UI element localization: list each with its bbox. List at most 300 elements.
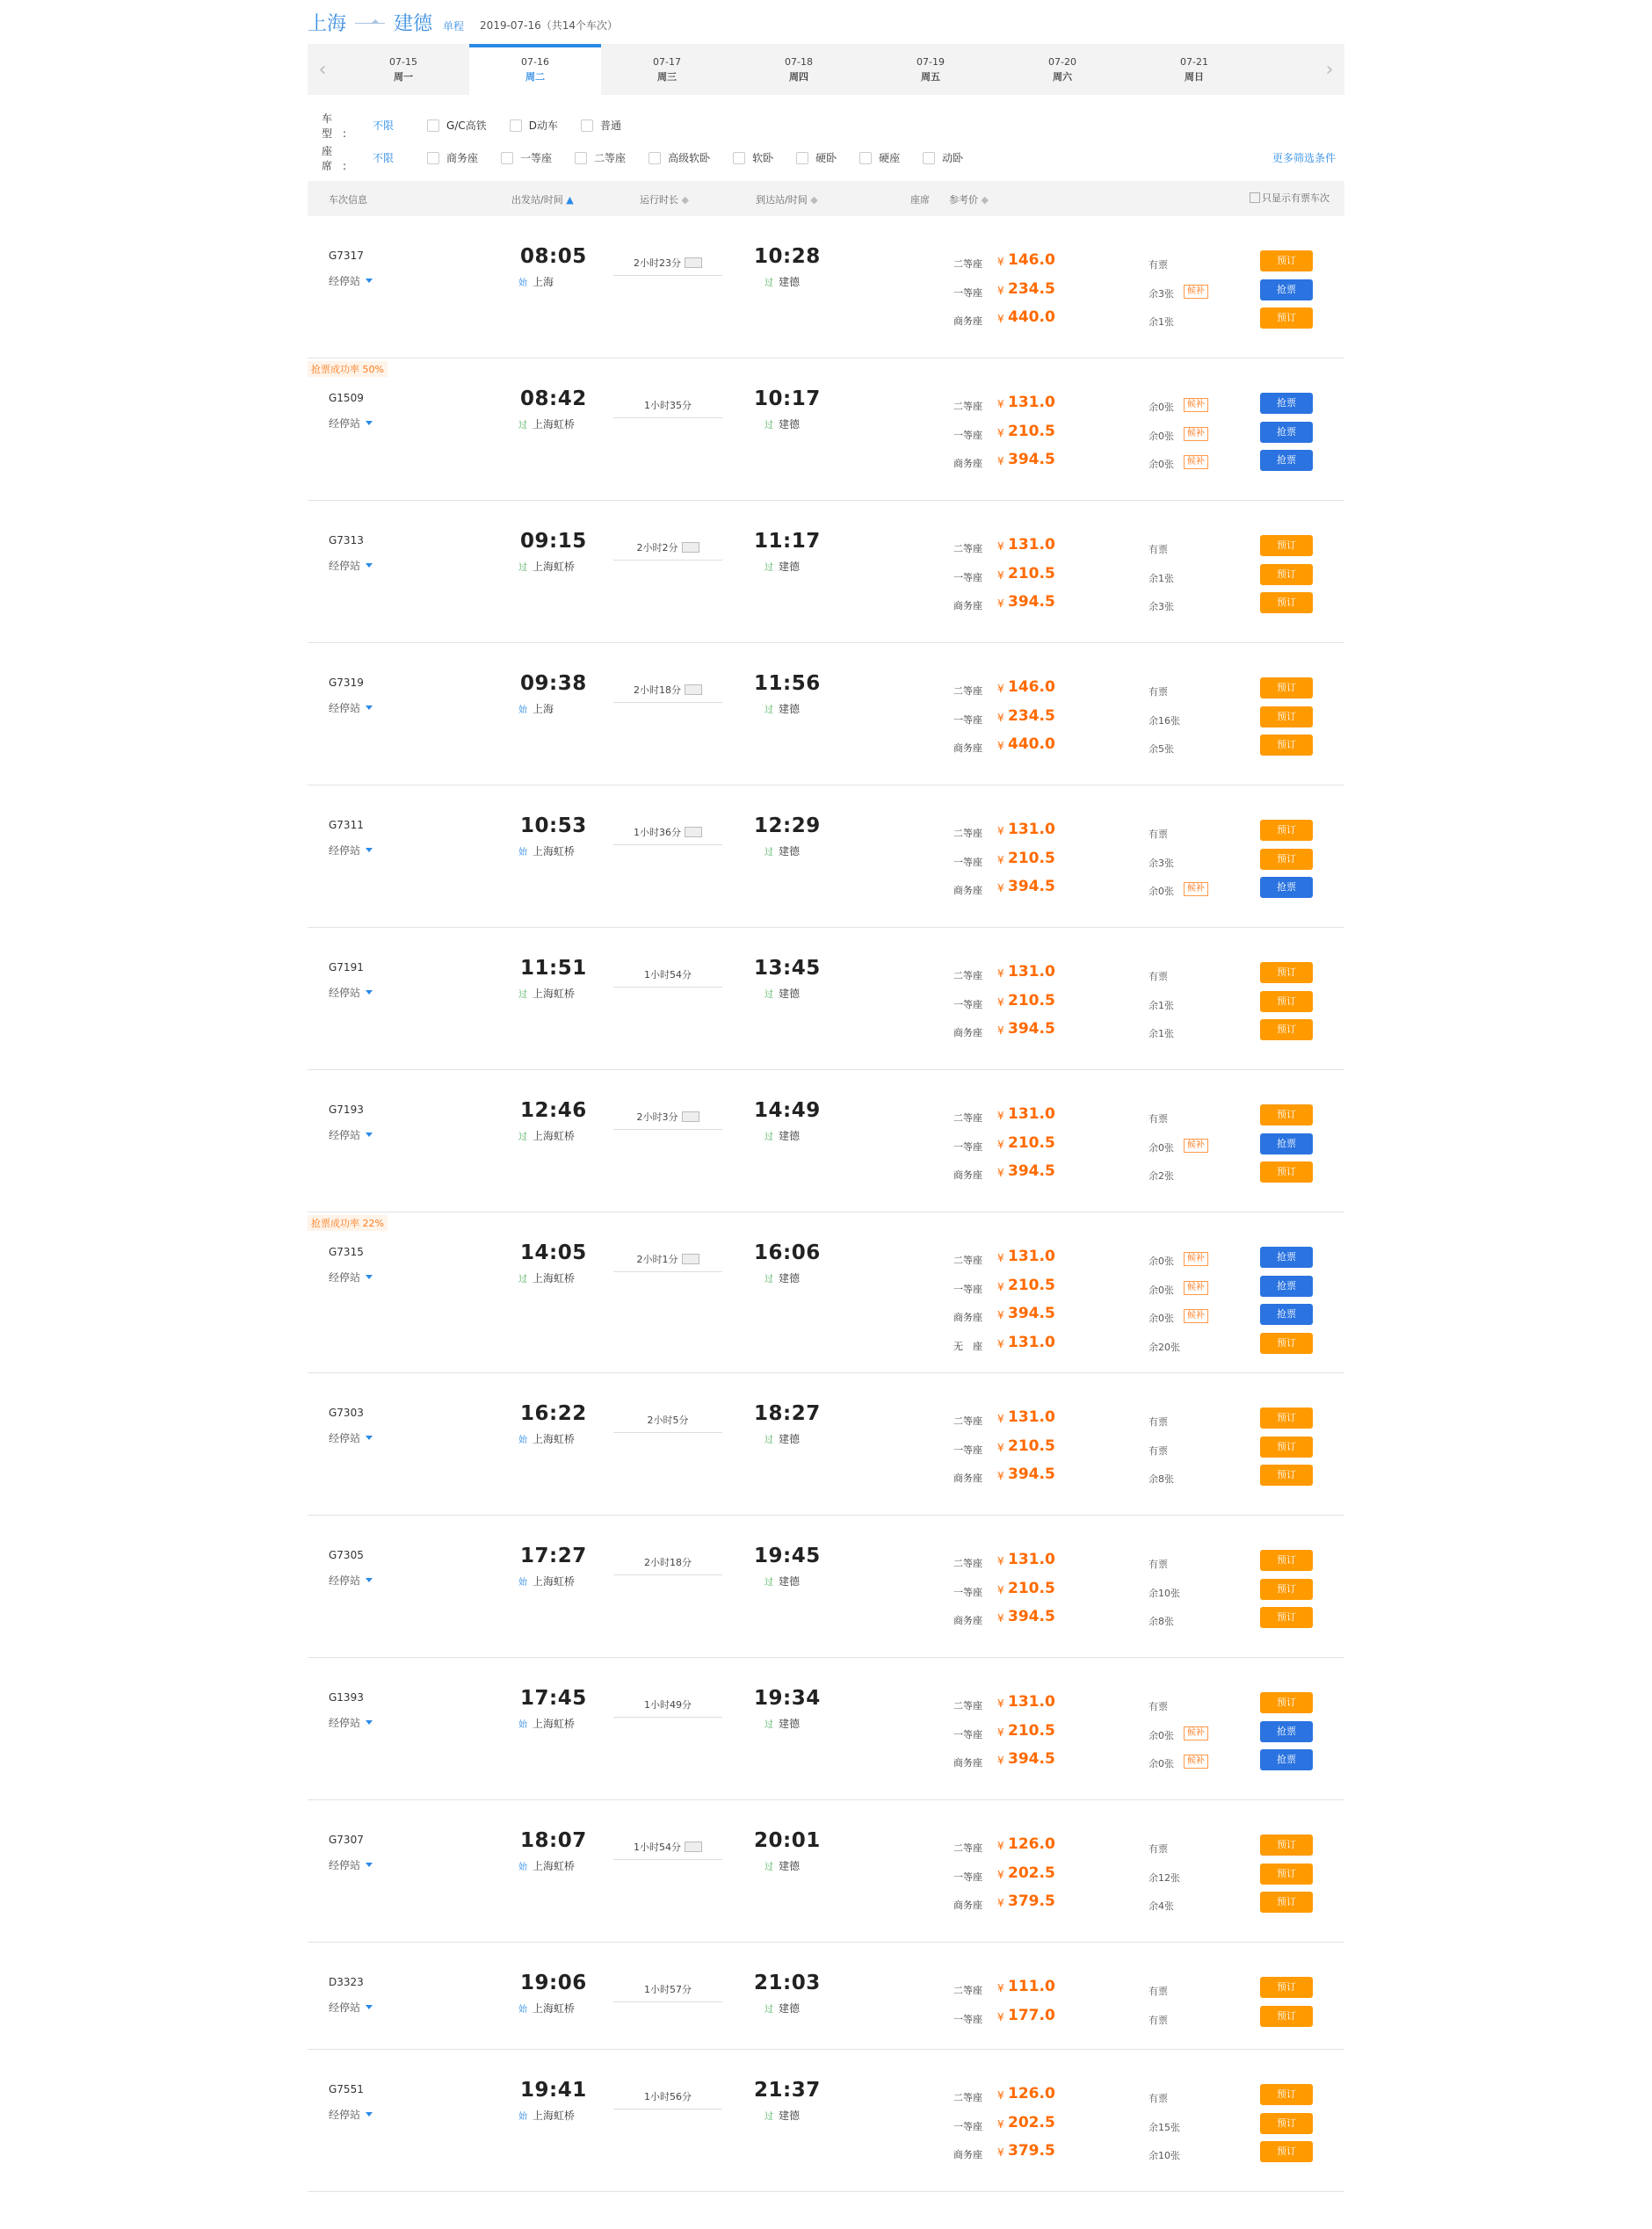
book-button[interactable]: 预订 (1260, 1864, 1313, 1885)
pass-station-icon: 过 (764, 421, 773, 431)
duration (613, 825, 722, 845)
depart-station-name: 上海虹桥 (533, 1860, 576, 1872)
to-city[interactable]: 建德 (394, 12, 433, 35)
stops-dropdown[interactable] (329, 2107, 373, 2122)
train-row (308, 1943, 1344, 2050)
date-tab[interactable] (1128, 44, 1260, 95)
seat-availability: 有票 (1148, 829, 1168, 840)
date-tab-list (337, 44, 1260, 95)
seat-type-filter-option[interactable] (575, 150, 626, 165)
grab-ticket-button[interactable]: 抢票 (1260, 1721, 1313, 1742)
sort-icon[interactable]: ◆ (681, 194, 689, 206)
date-tab-date: 07-20 (1048, 56, 1076, 68)
book-button[interactable]: 预订 (1260, 1607, 1313, 1628)
date-tab[interactable] (337, 44, 469, 95)
currency-symbol: ¥ (997, 1697, 1004, 1710)
duration-text: 2小时1分 (636, 1254, 678, 1265)
caret-down-icon (366, 279, 373, 283)
book-button[interactable]: 预订 (1260, 1333, 1313, 1354)
seat-class: 商务座 (953, 742, 982, 754)
start-station-icon: 始 (518, 1578, 527, 1588)
grab-ticket-button[interactable]: 抢票 (1260, 1304, 1313, 1325)
caret-down-icon (366, 1436, 373, 1440)
seat-price: 146.0 (1008, 678, 1055, 696)
seat-availability: 余1张 (1148, 999, 1174, 1011)
pass-station-icon: 过 (764, 563, 773, 573)
more-filters-link[interactable]: 更多筛选条件 (1272, 152, 1336, 164)
checkbox[interactable] (427, 152, 439, 164)
seat-availability: 有票 (1148, 1559, 1168, 1570)
col-depart-label: 出发站/时间 (511, 194, 563, 206)
seat-availability: 余12张 (1148, 1871, 1180, 1884)
checkbox[interactable] (923, 152, 935, 164)
seat-availability: 余0张 (1148, 402, 1174, 413)
prev-date-arrow-icon[interactable]: ‹ (318, 58, 327, 81)
depart-time: 09:38 (520, 672, 587, 695)
grab-ticket-button[interactable]: 抢票 (1260, 1749, 1313, 1770)
grab-ticket-button[interactable]: 抢票 (1260, 1247, 1313, 1268)
stops-dropdown[interactable] (329, 700, 373, 715)
train-number[interactable]: G7191 (329, 961, 364, 973)
seat-type-filter-option[interactable] (733, 150, 773, 165)
grab-ticket-button[interactable]: 抢票 (1260, 1133, 1313, 1154)
checkbox[interactable] (581, 119, 593, 132)
arrive-station (764, 1270, 800, 1285)
waitlist-badge[interactable]: 候补 (1184, 398, 1208, 412)
pass-station-icon: 过 (518, 990, 527, 1000)
stops-dropdown[interactable] (329, 2000, 373, 2015)
book-button[interactable]: 预订 (1260, 991, 1313, 1012)
seat-availability: 余15张 (1148, 2121, 1180, 2133)
seat-class: 一等座 (953, 2013, 982, 2025)
arrive-time: 12:29 (754, 814, 821, 837)
stops-dropdown[interactable] (329, 1270, 373, 1285)
currency-symbol: ¥ (997, 825, 1004, 837)
book-button[interactable]: 预订 (1260, 564, 1313, 585)
stops-label: 经停站 (329, 2001, 361, 2014)
stops-dropdown[interactable] (329, 985, 373, 1000)
stops-label: 经停站 (329, 417, 361, 430)
depart-time: 17:45 (520, 1687, 587, 1710)
book-button[interactable]: 预订 (1260, 1104, 1313, 1125)
seat-class: 商务座 (953, 885, 982, 896)
checkbox[interactable] (859, 152, 872, 164)
seat-availability: 余4张 (1148, 1900, 1174, 1912)
seat-class: 一等座 (953, 998, 982, 1010)
train-row (308, 1658, 1344, 1800)
seat-class: 一等座 (953, 571, 982, 583)
seat-type-filter-option[interactable] (923, 150, 963, 165)
seat-type-filter-option[interactable] (648, 150, 710, 165)
seat-availability: 有票 (1148, 2014, 1168, 2026)
seat-availability: 有票 (1148, 1986, 1168, 1997)
seat-availability: 有票 (1148, 1701, 1168, 1712)
seat-class: 商务座 (953, 1615, 982, 1626)
currency-symbol: ¥ (997, 398, 1004, 410)
duration (613, 683, 722, 703)
depart-time: 14:05 (520, 1241, 587, 1264)
book-button[interactable]: 预订 (1260, 1579, 1313, 1600)
seat-availability: 有票 (1148, 259, 1168, 271)
seat-option (953, 819, 1569, 847)
seat-class: 一等座 (953, 713, 982, 726)
seat-class: 商务座 (953, 1473, 982, 1484)
stops-dropdown[interactable] (329, 1430, 373, 1445)
waitlist-badge[interactable]: 候补 (1184, 1139, 1208, 1153)
train-type-label: 车型: (322, 112, 358, 140)
stops-dropdown[interactable] (329, 273, 373, 288)
sort-icon[interactable]: ◆ (810, 194, 818, 206)
date-tab-weekday: 周二 (525, 71, 545, 83)
book-button[interactable]: 预订 (1260, 1437, 1313, 1458)
duration-text: 2小时5分 (647, 1415, 689, 1426)
depart-station-name: 上海 (533, 276, 554, 288)
duration-text: 1小时57分 (644, 1984, 692, 1995)
seat-price: 111.0 (1008, 1978, 1055, 1995)
arrive-time: 20:01 (754, 1829, 821, 1852)
train-number[interactable]: G7305 (329, 1549, 364, 1561)
seat-price: 234.5 (1008, 706, 1055, 725)
date-tab[interactable] (733, 44, 865, 95)
seat-availability: 余0张 (1148, 1729, 1174, 1741)
seat-price: 210.5 (1008, 1579, 1055, 1597)
stops-dropdown[interactable] (329, 1127, 373, 1142)
col-arrive[interactable] (756, 192, 818, 206)
train-number[interactable]: G1393 (329, 1691, 364, 1704)
date-tab-weekday: 周六 (1053, 71, 1072, 83)
next-date-arrow-icon[interactable]: › (1325, 58, 1334, 81)
currency-symbol: ¥ (997, 1280, 1004, 1293)
grab-ticket-button[interactable]: 抢票 (1260, 1276, 1313, 1297)
seat-price: 131.0 (1008, 1105, 1055, 1123)
depart-time: 19:06 (520, 1972, 587, 1994)
book-button[interactable]: 预订 (1260, 962, 1313, 983)
arrive-station (764, 2108, 800, 2123)
start-station-icon: 始 (518, 2005, 527, 2015)
depart-station-name: 上海虹桥 (533, 561, 576, 573)
stops-label: 经停站 (329, 1859, 361, 1871)
train-number[interactable]: G7193 (329, 1104, 364, 1116)
arrive-time: 14:49 (754, 1099, 821, 1122)
book-button[interactable]: 预订 (1260, 308, 1313, 329)
book-button[interactable]: 预订 (1260, 1977, 1313, 1998)
date-tab-date: 07-21 (1180, 56, 1208, 68)
seat-availability: 余0张 (1148, 1141, 1174, 1154)
checkbox[interactable] (501, 152, 513, 164)
book-button[interactable]: 预订 (1260, 735, 1313, 756)
id-card-icon (685, 1842, 702, 1852)
waitlist-badge[interactable]: 候补 (1184, 1309, 1208, 1323)
seat-option (953, 563, 1569, 591)
train-type-filter-option[interactable] (581, 118, 621, 133)
seat-option (953, 1275, 1569, 1303)
currency-symbol: ¥ (997, 1138, 1004, 1151)
book-button[interactable]: 预订 (1260, 1465, 1313, 1486)
seat-price: 394.5 (1008, 1465, 1055, 1483)
seat-class: 商务座 (953, 2149, 982, 2160)
stops-dropdown[interactable] (329, 843, 373, 858)
only-available-label: 只显示有票车次 (1262, 192, 1330, 204)
id-card-icon (685, 684, 702, 695)
waitlist-badge[interactable]: 候补 (1184, 1755, 1208, 1769)
book-button[interactable]: 预订 (1260, 535, 1313, 556)
seat-availability: 余10张 (1148, 2150, 1180, 2161)
seat-option (953, 1691, 1569, 1719)
currency-symbol: ¥ (997, 1868, 1004, 1881)
seat-option (953, 1332, 1569, 1360)
arrive-time: 21:03 (754, 1972, 821, 1994)
book-button[interactable]: 预订 (1260, 820, 1313, 841)
train-type-filter-label: 普通 (600, 119, 622, 132)
waitlist-badge[interactable]: 候补 (1184, 882, 1208, 896)
seat-option (953, 961, 1569, 989)
currency-symbol: ¥ (997, 1840, 1004, 1852)
seat-class: 商务座 (953, 458, 982, 469)
book-button[interactable]: 预订 (1260, 1835, 1313, 1856)
arrive-station (764, 843, 800, 858)
seat-option (953, 534, 1569, 562)
seat-price: 394.5 (1008, 593, 1055, 611)
col-seat: 座席 (910, 194, 930, 206)
col-train: 车次信息 (329, 194, 367, 206)
train-type-filter-option[interactable] (510, 118, 558, 133)
depart-station (518, 701, 554, 716)
waitlist-badge[interactable]: 候补 (1184, 285, 1208, 299)
train-number[interactable]: G7315 (329, 1246, 364, 1258)
seat-price: 131.0 (1008, 1333, 1055, 1351)
train-type-filter-option[interactable] (427, 118, 487, 133)
book-button[interactable]: 预订 (1260, 1550, 1313, 1571)
col-price[interactable] (949, 192, 989, 206)
seat-option (953, 2112, 1569, 2140)
seat-class: 商务座 (953, 1027, 982, 1039)
date-tab[interactable] (469, 44, 601, 95)
seat-option (953, 990, 1569, 1018)
pass-station-icon: 过 (764, 2005, 773, 2015)
train-row (308, 2050, 1344, 2192)
stops-dropdown[interactable] (329, 1715, 373, 1730)
checkbox[interactable] (575, 152, 587, 164)
train-number[interactable]: G7319 (329, 677, 364, 689)
train-row (308, 785, 1344, 928)
book-button[interactable]: 预订 (1260, 2084, 1313, 2105)
pass-station-icon: 过 (518, 1275, 527, 1285)
waitlist-badge[interactable]: 候补 (1184, 455, 1208, 469)
seat-class: 二等座 (953, 1415, 982, 1427)
book-button[interactable]: 预订 (1260, 1408, 1313, 1429)
depart-station-name: 上海虹桥 (533, 1130, 576, 1142)
book-button[interactable]: 预订 (1260, 706, 1313, 727)
seat-class: 商务座 (953, 1169, 982, 1181)
stops-dropdown[interactable] (329, 558, 373, 573)
book-button[interactable]: 预订 (1260, 2113, 1313, 2134)
depart-station-name: 上海虹桥 (533, 1433, 576, 1445)
checkbox[interactable] (733, 152, 745, 164)
from-city[interactable]: 上海 (308, 12, 347, 35)
seat-class: 二等座 (953, 543, 982, 554)
date-tab[interactable] (996, 44, 1128, 95)
date-tab-date: 07-17 (653, 56, 681, 68)
seat-option (953, 1606, 1569, 1634)
only-available-toggle[interactable] (1250, 191, 1330, 205)
seat-class: 无 座 (953, 1340, 982, 1352)
only-available-checkbox[interactable] (1250, 192, 1260, 203)
checkbox[interactable] (427, 119, 439, 132)
book-button[interactable]: 预订 (1260, 1892, 1313, 1913)
seat-type-filter-option[interactable] (427, 150, 478, 165)
start-station-icon: 始 (518, 2112, 527, 2122)
book-button[interactable]: 预订 (1260, 2006, 1313, 2027)
caret-down-icon (366, 2112, 373, 2117)
start-station-icon: 始 (518, 848, 527, 858)
seat-availability: 余3张 (1148, 601, 1174, 612)
pass-station-icon: 过 (518, 1133, 527, 1142)
train-number[interactable]: G7307 (329, 1834, 364, 1846)
currency-symbol: ¥ (997, 540, 1004, 553)
arrive-time: 18:27 (754, 1402, 821, 1425)
grab-ticket-button[interactable]: 抢票 (1260, 877, 1313, 898)
date-tab-weekday: 周日 (1185, 71, 1204, 83)
seat-type-filter-option[interactable] (796, 150, 837, 165)
waitlist-badge[interactable]: 候补 (1184, 1726, 1208, 1741)
seat-type-filter-label: 一等座 (520, 152, 553, 164)
stops-label: 经停站 (329, 1717, 361, 1729)
grab-ticket-button[interactable]: 抢票 (1260, 422, 1313, 443)
currency-symbol: ¥ (997, 1441, 1004, 1454)
sort-icon[interactable]: ◆ (981, 194, 989, 206)
book-button[interactable]: 预订 (1260, 592, 1313, 613)
waitlist-badge[interactable]: 候补 (1184, 1281, 1208, 1295)
duration (613, 1252, 722, 1272)
pass-station-icon: 过 (518, 421, 527, 431)
filter-panel (308, 95, 1344, 174)
depart-station-name: 上海虹桥 (533, 418, 576, 431)
currency-symbol: ¥ (997, 853, 1004, 866)
train-number[interactable]: D3323 (329, 1976, 364, 1988)
seat-class: 商务座 (953, 1757, 982, 1769)
book-button[interactable]: 预订 (1260, 1019, 1313, 1040)
checkbox[interactable] (648, 152, 661, 164)
train-number[interactable]: G7551 (329, 2083, 364, 2095)
col-depart[interactable] (511, 192, 574, 206)
seat-class: 一等座 (953, 1728, 982, 1741)
seat-option (953, 1018, 1569, 1046)
start-station-icon: 始 (518, 1720, 527, 1730)
seat-option (953, 1578, 1569, 1606)
seat-price: 126.0 (1008, 1835, 1055, 1853)
seat-price: 394.5 (1008, 1750, 1055, 1768)
arrive-time: 10:28 (754, 245, 821, 268)
stops-dropdown[interactable] (329, 1857, 373, 1872)
date-tab-weekday: 周三 (657, 71, 677, 83)
book-button[interactable]: 预订 (1260, 849, 1313, 870)
seat-availability: 余0张 (1148, 1284, 1174, 1296)
seat-availability: 余8张 (1148, 1616, 1174, 1627)
depart-station-name: 上海虹桥 (533, 1718, 576, 1730)
depart-time: 09:15 (520, 530, 587, 553)
date-tab-date: 07-15 (389, 56, 417, 68)
book-button[interactable]: 预订 (1260, 677, 1313, 698)
checkbox[interactable] (510, 119, 522, 132)
train-number[interactable]: G1509 (329, 392, 364, 404)
duration (613, 2089, 722, 2110)
start-station-icon: 始 (518, 706, 527, 715)
train-type-any[interactable]: 不限 (373, 119, 395, 132)
waitlist-badge[interactable]: 候补 (1184, 1252, 1208, 1266)
train-number[interactable]: G7303 (329, 1407, 364, 1419)
date-tab[interactable] (601, 44, 733, 95)
stops-label: 经停站 (329, 1574, 361, 1587)
seat-class: 一等座 (953, 856, 982, 868)
seat-availability: 余3张 (1148, 857, 1174, 869)
caret-down-icon (366, 1863, 373, 1867)
seat-class: 一等座 (953, 2120, 982, 2132)
grab-ticket-button[interactable]: 抢票 (1260, 393, 1313, 414)
waitlist-badge[interactable]: 候补 (1184, 427, 1208, 441)
arrive-station-name: 建德 (779, 1433, 801, 1445)
book-button[interactable]: 预订 (1260, 1162, 1313, 1183)
seat-option (953, 706, 1569, 734)
start-station-icon: 始 (518, 1436, 527, 1445)
id-card-icon (682, 542, 699, 553)
seat-option (953, 250, 1569, 278)
book-button[interactable]: 预订 (1260, 2141, 1313, 2162)
stops-label: 经停站 (329, 844, 361, 857)
seat-price: 379.5 (1008, 1892, 1055, 1910)
date-tab[interactable] (865, 44, 996, 95)
seat-type-filter-option[interactable] (859, 150, 900, 165)
seat-price: 202.5 (1008, 2113, 1055, 2131)
seat-availability: 余16张 (1148, 714, 1180, 727)
depart-time: 08:05 (520, 245, 587, 268)
arrive-station (764, 274, 800, 289)
trip-type: 单程 (443, 19, 465, 33)
seat-class: 一等座 (953, 1444, 982, 1456)
arrive-station (764, 559, 800, 574)
seat-class: 二等座 (953, 970, 982, 981)
train-number[interactable]: G7317 (329, 250, 364, 262)
stops-label: 经停站 (329, 560, 361, 572)
depart-time: 19:41 (520, 2079, 587, 2102)
currency-symbol: ¥ (997, 740, 1004, 752)
seat-type-any[interactable]: 不限 (373, 152, 395, 164)
stops-dropdown[interactable] (329, 416, 373, 431)
stops-dropdown[interactable] (329, 1573, 373, 1588)
pass-station-icon: 过 (764, 1863, 773, 1872)
train-number[interactable]: G7311 (329, 819, 364, 831)
seat-type-filter-label: 二等座 (594, 152, 627, 164)
book-button[interactable]: 预订 (1260, 1692, 1313, 1713)
arrive-station (764, 1858, 800, 1873)
seat-class: 一等座 (953, 429, 982, 441)
seat-type-filter-label: 硬座 (879, 152, 901, 164)
currency-symbol: ¥ (997, 455, 1004, 467)
arrive-station-name: 建德 (779, 1575, 801, 1588)
train-number[interactable]: G7313 (329, 534, 364, 546)
currency-symbol: ¥ (997, 1024, 1004, 1037)
col-duration[interactable] (640, 192, 689, 206)
grab-success-rate: 抢票成功率 50% (308, 361, 388, 377)
duration (613, 398, 722, 418)
grab-ticket-button[interactable]: 抢票 (1260, 450, 1313, 471)
seat-type-filter-option[interactable] (501, 150, 552, 165)
arrive-station-name: 建德 (779, 418, 801, 431)
sort-asc-icon[interactable]: ▲ (566, 194, 574, 206)
grab-ticket-button[interactable]: 抢票 (1260, 279, 1313, 300)
checkbox[interactable] (796, 152, 808, 164)
book-button[interactable]: 预订 (1260, 250, 1313, 271)
arrive-time: 13:45 (754, 957, 821, 980)
